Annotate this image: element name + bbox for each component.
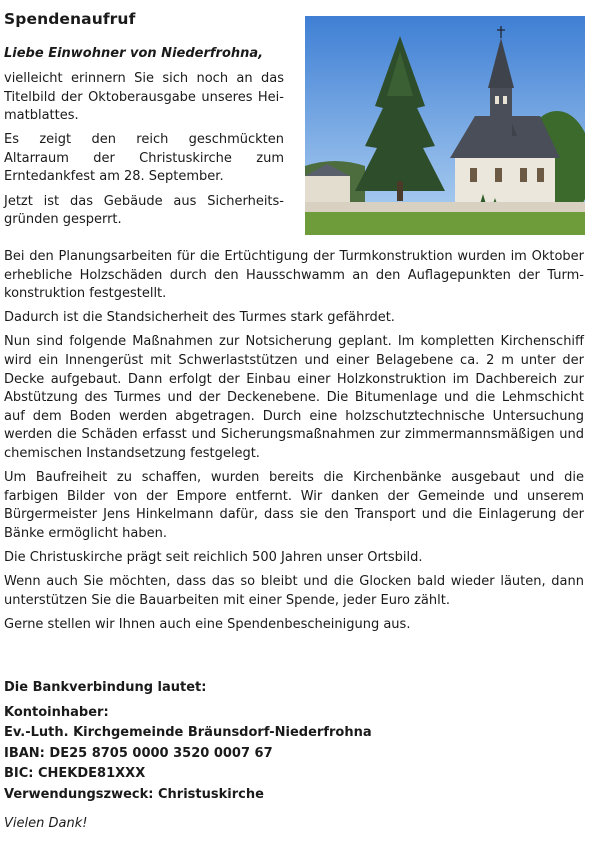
intro-paragraph: vielleicht erinnern Sie sich noch an das Titelbild der Oktoberausgabe unseres Heimatblattes. [4,71,284,124]
closing: Vielen Dank! [4,816,88,831]
body-paragraph: Um Baufreiheit zu schaffen, wurden bereits die Kirchenbänke ausgebaut und die farbigen Bilder von der Empore entfernt. Wir danken der Gemeinde und unserem Bürgermeister Jens Hinkelmann dafür, dass sie den Transport und die Einlagerung der Bänke ermöglicht haben. [4,470,584,541]
body-paragraph: Dadurch ist die Standsicherheit des Turmes stark gefährdet. [4,310,395,326]
body-paragraph: Wenn auch Sie möchten, dass das so bleibt und die Glocken bald wieder läuten, dann unterstützen Sie die Bauarbeiten mit einer Spende, jeder Euro zählt. [4,574,584,608]
body-paragraph: Nun sind folgende Maßnahmen zur Notsicherung geplant. Im kompletten Kirchenschiff wird ein Innengerüst mit Schwerlaststützen und einer Belagebene ca. 2 m unter der Decke aufgebaut. Dann erfolgt der Einbau einer Holzkonstruktion im Dachbereich zur Abstützung des Turmes und der Deckenebene. Die Bitumenlage und die Lehmschicht auf dem Boden werden abgetragen. Durch eine holzschutztechnische Untersuchung werden die Schäden erfasst und Sicherungsmaßnahmen zur zimmermannsmäßigen und chemischen Instandsetzung festgelegt. [4,334,584,461]
bank-details [4,678,584,805]
article-title: Spendenaufruf [4,10,136,28]
greeting: Liebe Einwohner von Niederfrohna, [4,46,264,61]
intro-paragraph: Jetzt ist das Gebäude aus Sicherheitsgründen gesperrt. [4,193,284,228]
body-text [4,248,584,640]
body-paragraph: Gerne stellen wir Ihnen auch eine Spendenbescheinigung aus. [4,616,411,632]
intro-paragraph: Es zeigt den reich geschmückten Altarraum der Christuskirche zum Erntedankfest am 28. September. [4,132,284,185]
bank-heading: Die Bankverbindung lautet: [4,680,207,695]
account-holder-label: Kontoinhaber: [4,704,109,720]
church-photo-icon [305,16,585,235]
intro-column [4,70,284,235]
iban: IBAN: DE25 8705 0000 3520 0007 67 [4,745,273,761]
payment-reference: Verwendungszweck: Christuskirche [4,786,264,802]
account-holder: Ev.-Luth. Kirchgemeinde Bräunsdorf-Niederfrohna [4,725,372,740]
bic: BIC: CHEKDE81XXX [4,766,146,781]
body-paragraph: Die Christuskirche prägt seit reichlich 500 Jahren unser Ortsbild. [4,549,423,565]
body-paragraph: Bei den Planungsarbeiten für die Ertüchtigung der Turmkonstruktion wurden im Oktober erhebliche Holzschäden durch den Hausschwamm an den Auflagepunkten der Turmkonstruktion festgestellt. [4,249,584,302]
